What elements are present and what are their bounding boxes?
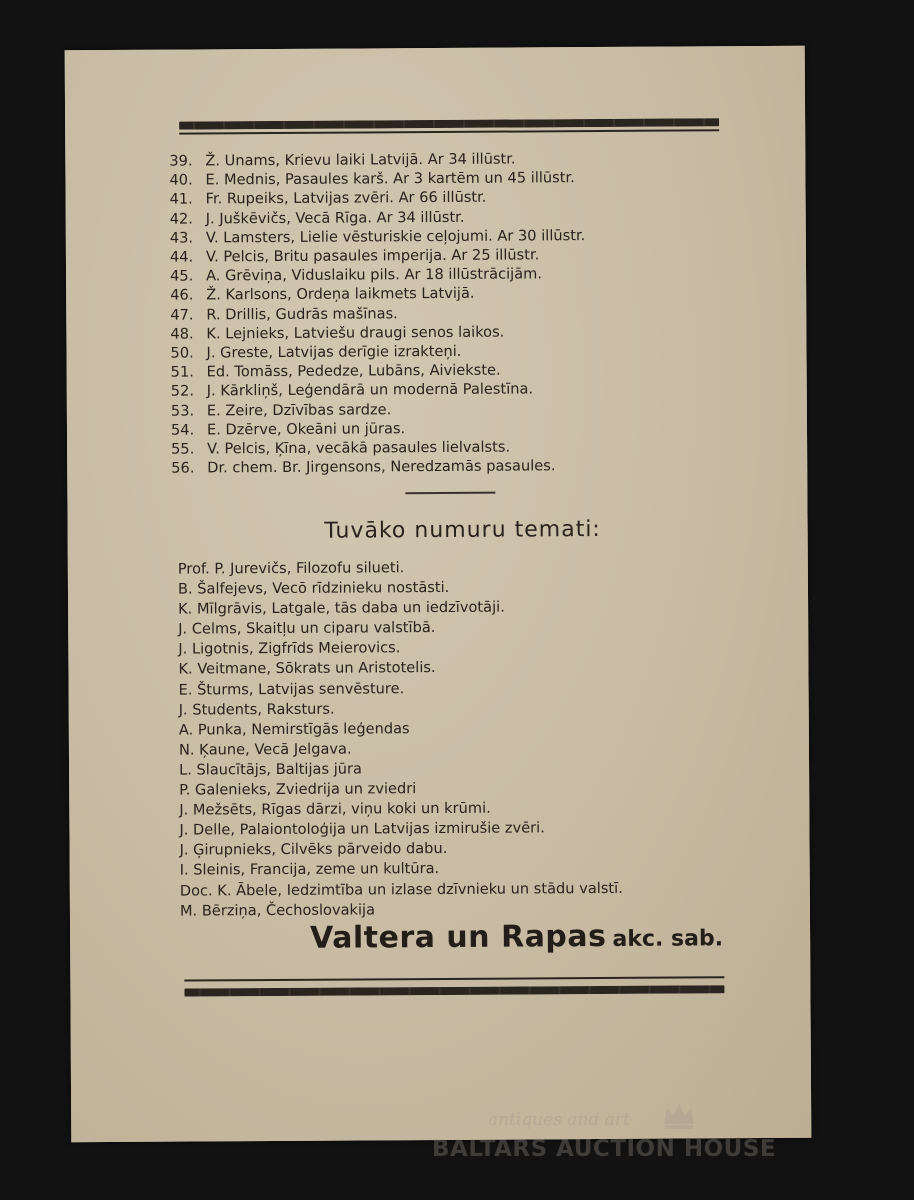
item-number: 47.: [170, 306, 194, 324]
topic-item: N. Ķaune, Vecā Jelgava.: [178, 740, 352, 759]
item-number: 41.: [169, 190, 193, 209]
booklet-back-cover: [65, 46, 812, 1143]
topic-item: K. Veitmane, Sōkrats un Aristotelis.: [178, 659, 436, 679]
item-number: 52.: [170, 382, 195, 401]
item-title: A. Grēviņa, Viduslaiku pils. Ar 18 illūstrācijām.: [206, 265, 543, 285]
item-title: J. Juškēvičs, Vecā Rīga. Ar 34 illūstr.: [205, 208, 465, 228]
rule-bar: [184, 985, 724, 996]
publisher-suffix: akc. sab.: [612, 926, 724, 952]
item-title: Dr. chem. Br. Jirgensons, Neredzamās pasaules.: [207, 457, 556, 477]
topic-item: K. Mīlgrāvis, Latgale, tās daba un iedzīvotāji.: [178, 598, 505, 618]
rule-line: [184, 976, 724, 981]
item-number: 48.: [170, 325, 194, 343]
item-number: 44.: [169, 248, 194, 266]
item-title: R. Drillis, Gudrās mašīnas.: [206, 304, 398, 324]
item-number: 45.: [170, 267, 194, 285]
item-number: 56.: [171, 459, 195, 477]
topic-item: B. Šalfejevs, Vecō rīdzinieku nostāsti.: [177, 579, 450, 598]
topic-item: L. Slaucītājs, Baltijas jūra: [179, 760, 362, 779]
published-titles-list: [169, 148, 731, 478]
topic-item: M. Bērziņa, Čechoslovakija: [179, 900, 376, 920]
topic-item: J. Mežsēts, Rīgas dārzi, viņu koki un krūmi.: [179, 799, 491, 819]
item-number: 40.: [169, 171, 193, 189]
rule-bar: [179, 118, 719, 129]
item-number: 55.: [171, 440, 195, 458]
item-number: 53.: [170, 402, 195, 420]
item-title: Ed. Tomāss, Pededze, Lubāns, Aiviekste.: [206, 361, 501, 381]
topic-item: J. Ģirupnieks, Cilvēks pārveido dabu.: [179, 840, 448, 859]
topic-item: E. Šturms, Latvijas senvēsture.: [178, 679, 405, 699]
item-title: Ž. Unams, Krievu laiki Latvijā. Ar 34 illūstr.: [205, 150, 516, 170]
watermark-house: BALTARS AUCTION HOUSE: [432, 1136, 777, 1162]
list-item: [171, 455, 731, 478]
topic-item: I. Sleinis, Francija, zeme un kultūra.: [179, 860, 440, 879]
top-ornamental-rule: [179, 118, 719, 134]
watermark-script: antiques and art: [488, 1110, 630, 1130]
item-number: 42.: [169, 210, 193, 228]
item-title: E. Zeire, Dzīvības sardze.: [206, 400, 392, 420]
topic-item: Doc. K. Ābele, Iedzimtība un izlase dzīvnieku un stādu valstī.: [179, 879, 623, 900]
item-number: 46.: [170, 286, 194, 305]
item-title: J. Kārkliņš, Leģendārā un modernā Palestīna.: [206, 380, 534, 400]
publisher-imprint: [310, 918, 723, 956]
item-title: J. Greste, Latvijas derīgie izrakteņi.: [206, 342, 462, 362]
item-number: 50.: [170, 344, 194, 362]
crown-icon: [662, 1100, 696, 1130]
item-title: E. Dzērve, Okeāni un jūras.: [206, 420, 406, 439]
topic-item: J. Delle, Palaiontoloģija un Latvijas izmirušie zvēri.: [179, 819, 545, 839]
upcoming-topics-list: [178, 556, 760, 921]
item-title: V. Lamsters, Lielie vēsturiskie ceļojumi. Ar 30 illūstr.: [205, 226, 586, 247]
topic-item: A. Punka, Nemirstīgās leģendas: [178, 719, 410, 739]
section-divider: [405, 492, 495, 495]
topic-item: J. Students, Raksturs.: [178, 700, 335, 719]
item-number: 39.: [169, 152, 193, 170]
upcoming-heading: Tuvāko numuru temati:: [324, 517, 601, 544]
item-number: 54.: [170, 421, 195, 439]
item-title: Ž. Karlsons, Ordeņa laikmets Latvijā.: [206, 285, 475, 304]
bottom-ornamental-rule: [184, 976, 724, 996]
item-title: K. Lejnieks, Latviešu draugi senos laikos.: [206, 323, 505, 343]
topic-item: J. Ligotnis, Zigfrīds Meierovics.: [178, 639, 401, 658]
item-number: 43.: [169, 229, 194, 247]
auction-watermark: [432, 1102, 852, 1172]
publisher-name: Valtera un Rapas: [309, 918, 607, 956]
item-title: E. Mednis, Pasaules karš. Ar 3 kartēm un 45 illūstr.: [205, 169, 575, 189]
topic-item: Prof. P. Jurevičs, Filozofu silueti.: [177, 559, 405, 578]
item-title: V. Pelcis, Britu pasaules imperija. Ar 25 illūstr.: [205, 246, 540, 266]
topic-item: J. Celms, Skaitļu un ciparu valstībā.: [178, 619, 436, 638]
item-title: V. Pelcis, Ķīna, vecākā pasaules lielvalsts.: [207, 438, 511, 458]
rule-line: [179, 129, 719, 134]
item-title: Fr. Rupeiks, Latvijas zvēri. Ar 66 illūstr.: [205, 189, 487, 208]
topic-item: P. Galenieks, Zviedrija un zviedri: [179, 780, 417, 799]
item-number: 51.: [170, 363, 194, 381]
